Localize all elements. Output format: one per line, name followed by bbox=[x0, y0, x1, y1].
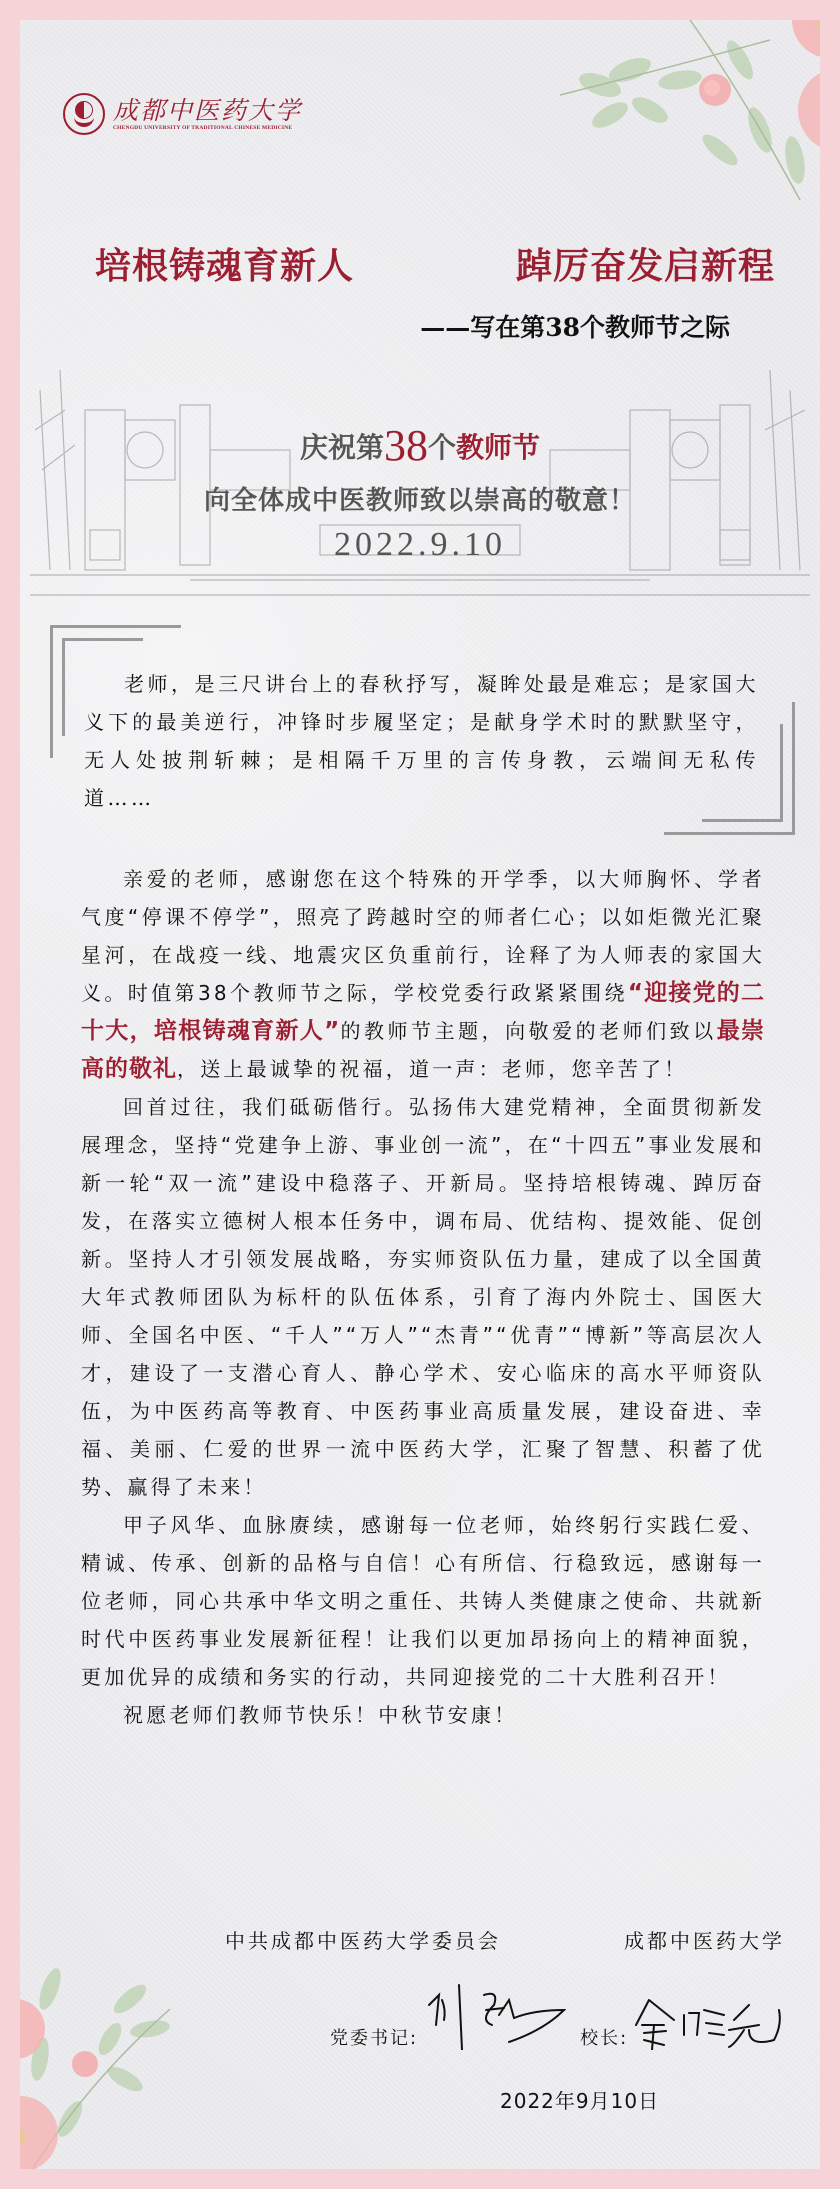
org-university: 成都中医药大学 bbox=[624, 1929, 785, 1953]
university-logo bbox=[63, 93, 302, 135]
president-signature-icon bbox=[634, 1995, 784, 2050]
president-label: 校长: bbox=[580, 2028, 629, 2049]
letter-paper bbox=[20, 20, 820, 2169]
signatures bbox=[330, 1980, 790, 2050]
body-paragraph-1 bbox=[81, 860, 765, 1088]
floral-decoration-icon bbox=[540, 20, 820, 220]
secretary-label: 党委书记: bbox=[330, 2028, 419, 2049]
university-emblem-icon bbox=[63, 93, 105, 135]
body-text: 亲爱的老师，感谢您在这个特殊的开学季，以大师胸怀、学者气度“停课不停学”，照亮了跨越时空的师者仁心；以如炬微光汇聚星河，在战疫一线、地震灾区负重前行，诠释了为人师表的家国大义。时值第38个教师节之际，学校党委行政紧紧围绕 bbox=[81, 867, 765, 1005]
body-paragraph-4: 祝愿老师们教师节快乐！中秋节安康！ bbox=[123, 1703, 518, 1727]
body-paragraph-2: 回首过往，我们砥砺偕行。弘扬伟大建党精神，全面贯彻新发展理念，坚持“党建争上游、事业创一流”，在“十四五”事业发展和新一轮“双一流”建设中稳落子、开新局。坚持培根铸魂、踔厉奋发，在落实立德树人根本任务中，调布局、优结构、提效能、促创新。坚持人才引领发展战略，夯实师资队伍力量，建成了以全国黄大年式教师团队为标杆的队伍体系，引育了海内外院士、国医大师、全国名中医、“千人”“万人”“杰青”“优青”“博新”等高层次人才，建设了一支潜心育人、静心学术、安心临床的高水平师资队伍，为中医药高等教育、中医药事业高质量发展，建设奋进、幸福、美丽、仁爱的世界一流中医药大学，汇聚了智慧、积蓄了优势、赢得了未来！ bbox=[81, 1095, 765, 1499]
page-title bbox=[95, 238, 775, 289]
page-subtitle: ——写在第38个教师节之际 bbox=[420, 313, 730, 342]
signing-organizations bbox=[225, 1925, 785, 1954]
logo-name-cn: 成都中医药大学 bbox=[113, 96, 303, 125]
banner-headline-prefix: 庆祝第 bbox=[299, 431, 384, 464]
celebration-banner bbox=[30, 350, 810, 610]
floral-decoration-icon bbox=[20, 1949, 180, 2169]
quote-box bbox=[50, 625, 795, 835]
banner-headline-suffix: 教师节 bbox=[456, 431, 541, 464]
banner-date: 2022.9.10 bbox=[334, 526, 506, 563]
banner-headline bbox=[30, 420, 810, 471]
salute-highlight: 最崇高的敬礼 bbox=[81, 1018, 765, 1082]
logo-name-en: CHENGDU UNIVERSITY OF TRADITIONAL CHINESE MEDICINE bbox=[113, 125, 293, 131]
letter-date: 2022年9月10日 bbox=[500, 2089, 660, 2113]
banner-headline-middle: 个 bbox=[427, 431, 456, 464]
body-text: ，送上最诚挚的祝福，道一声：老师，您辛苦了！ bbox=[177, 1057, 688, 1081]
title-part-1: 培根铸魂育新人 bbox=[95, 245, 355, 287]
body-paragraph-3: 甲子风华、血脉赓续，感谢每一位老师，始终躬行实践仁爱、精诚、传承、创新的品格与自信！心有所信、行稳致远，感谢每一位老师，同心共承中华文明之重任、共铸人类健康之使命、共就新时代中医药事业发展新征程！让我们以更加昂扬向上的精神面貌，更加优异的成绩和务实的行动，共同迎接党的二十大胜利召开！ bbox=[81, 1513, 765, 1689]
body-text: 的教师节主题，向敬爱的老师们致以 bbox=[340, 1019, 717, 1043]
secretary-signature-icon bbox=[424, 1980, 574, 2050]
banner-greeting: 向全体成中医教师致以崇高的敬意！ bbox=[203, 486, 636, 516]
theme-highlight: “迎接党的二十大，培根铸魂育新人” bbox=[81, 980, 765, 1044]
letter-body bbox=[81, 860, 765, 1734]
banner-headline-number: 38 bbox=[383, 421, 428, 470]
org-party-committee: 中共成都中医药大学委员会 bbox=[225, 1929, 501, 1953]
title-part-2: 踔厉奋发启新程 bbox=[515, 245, 775, 287]
quote-text: 老师，是三尺讲台上的春秋抒写，凝眸处最是难忘；是家国大义下的最美逆行，冲锋时步履坚定；是献身学术时的默默坚守，无人处披荆斩棘；是相隔千万里的言传身教，云端间无私传道…… bbox=[84, 672, 759, 810]
